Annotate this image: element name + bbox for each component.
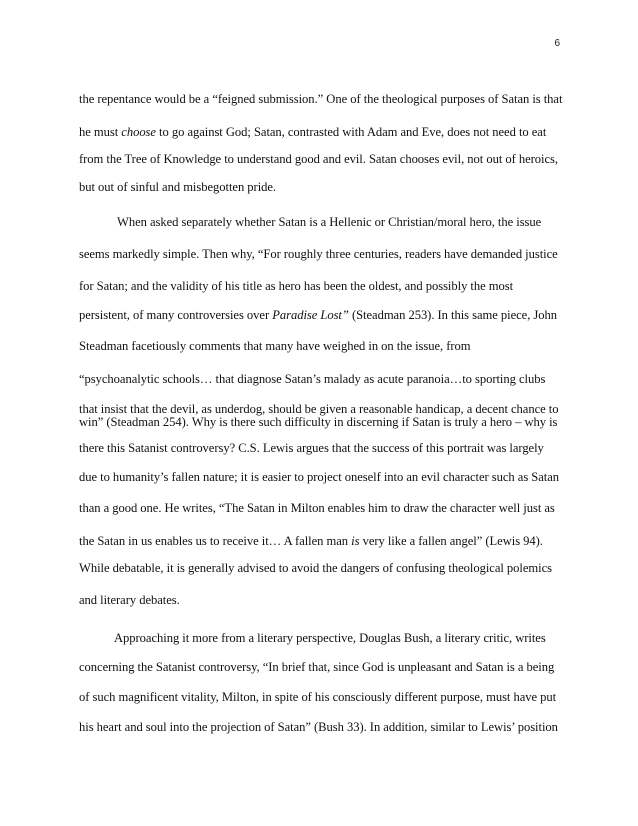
text-line: his heart and soul into the projection of Satan” (Bush 33). In addition, similar to Lewis’ position <box>79 720 558 734</box>
text-line: but out of sinful and misbegotten pride. <box>79 180 277 194</box>
text-line: there this Satanist controversy? C.S. Lewis argues that the success of this portrait was largely <box>79 441 544 455</box>
text-line: When asked separately whether Satan is a Hellenic or Christian/moral hero, the issue <box>117 215 542 229</box>
text-line: “psychoanalytic schools… that diagnose Satan’s malady as acute paranoia…to sporting clubs <box>79 372 546 386</box>
text-line: he must choose to go against God; Satan, contrasted with Adam and Eve, does not need to eat <box>79 125 547 139</box>
text-line: from the Tree of Knowledge to understand good and evil. Satan chooses evil, not out of heroics, <box>79 152 558 166</box>
emphasis: Paradise Lost” <box>272 308 349 322</box>
text-line: of such magnificent vitality, Milton, in spite of his consciously different purpose, must have put <box>79 690 557 704</box>
text-line: the Satan in us enables us to receive it… A fallen man is very like a fallen angel” (Lewis 94). <box>79 534 543 548</box>
text-line: and literary debates. <box>79 593 180 607</box>
text-line: Steadman facetiously comments that many have weighed in on the issue, from <box>79 339 471 353</box>
text-line: While debatable, it is generally advised to avoid the dangers of confusing theological polemics <box>79 561 552 575</box>
text-line: seems markedly simple. Then why, “For roughly three centuries, readers have demanded justice <box>79 247 558 261</box>
text-line: concerning the Satanist controversy, “In brief that, since God is unpleasant and Satan is a being <box>79 660 555 674</box>
text-line: win” (Steadman 254). Why is there such difficulty in discerning if Satan is truly a hero – why is <box>79 415 558 429</box>
text-line: for Satan; and the validity of his title as hero has been the oldest, and possibly the most <box>79 279 514 293</box>
text-line: than a good one. He writes, “The Satan in Milton enables him to draw the character well just as <box>79 501 555 515</box>
text-line: Approaching it more from a literary perspective, Douglas Bush, a literary critic, writes <box>114 631 546 645</box>
text-line: due to humanity’s fallen nature; it is easier to project oneself into an evil character such as Satan <box>79 470 559 484</box>
text-line: that insist that the devil, as underdog, should be given a reasonable handicap, a decent chance to <box>79 402 559 416</box>
emphasis: choose <box>121 125 156 139</box>
text-line: the repentance would be a “feigned submission.” One of the theological purposes of Satan is that <box>79 92 563 106</box>
emphasis: is <box>351 534 360 548</box>
page-number: 6 <box>554 38 560 49</box>
text-line: persistent, of many controversies over Paradise Lost” (Steadman 253). In this same piece, John <box>79 308 557 322</box>
